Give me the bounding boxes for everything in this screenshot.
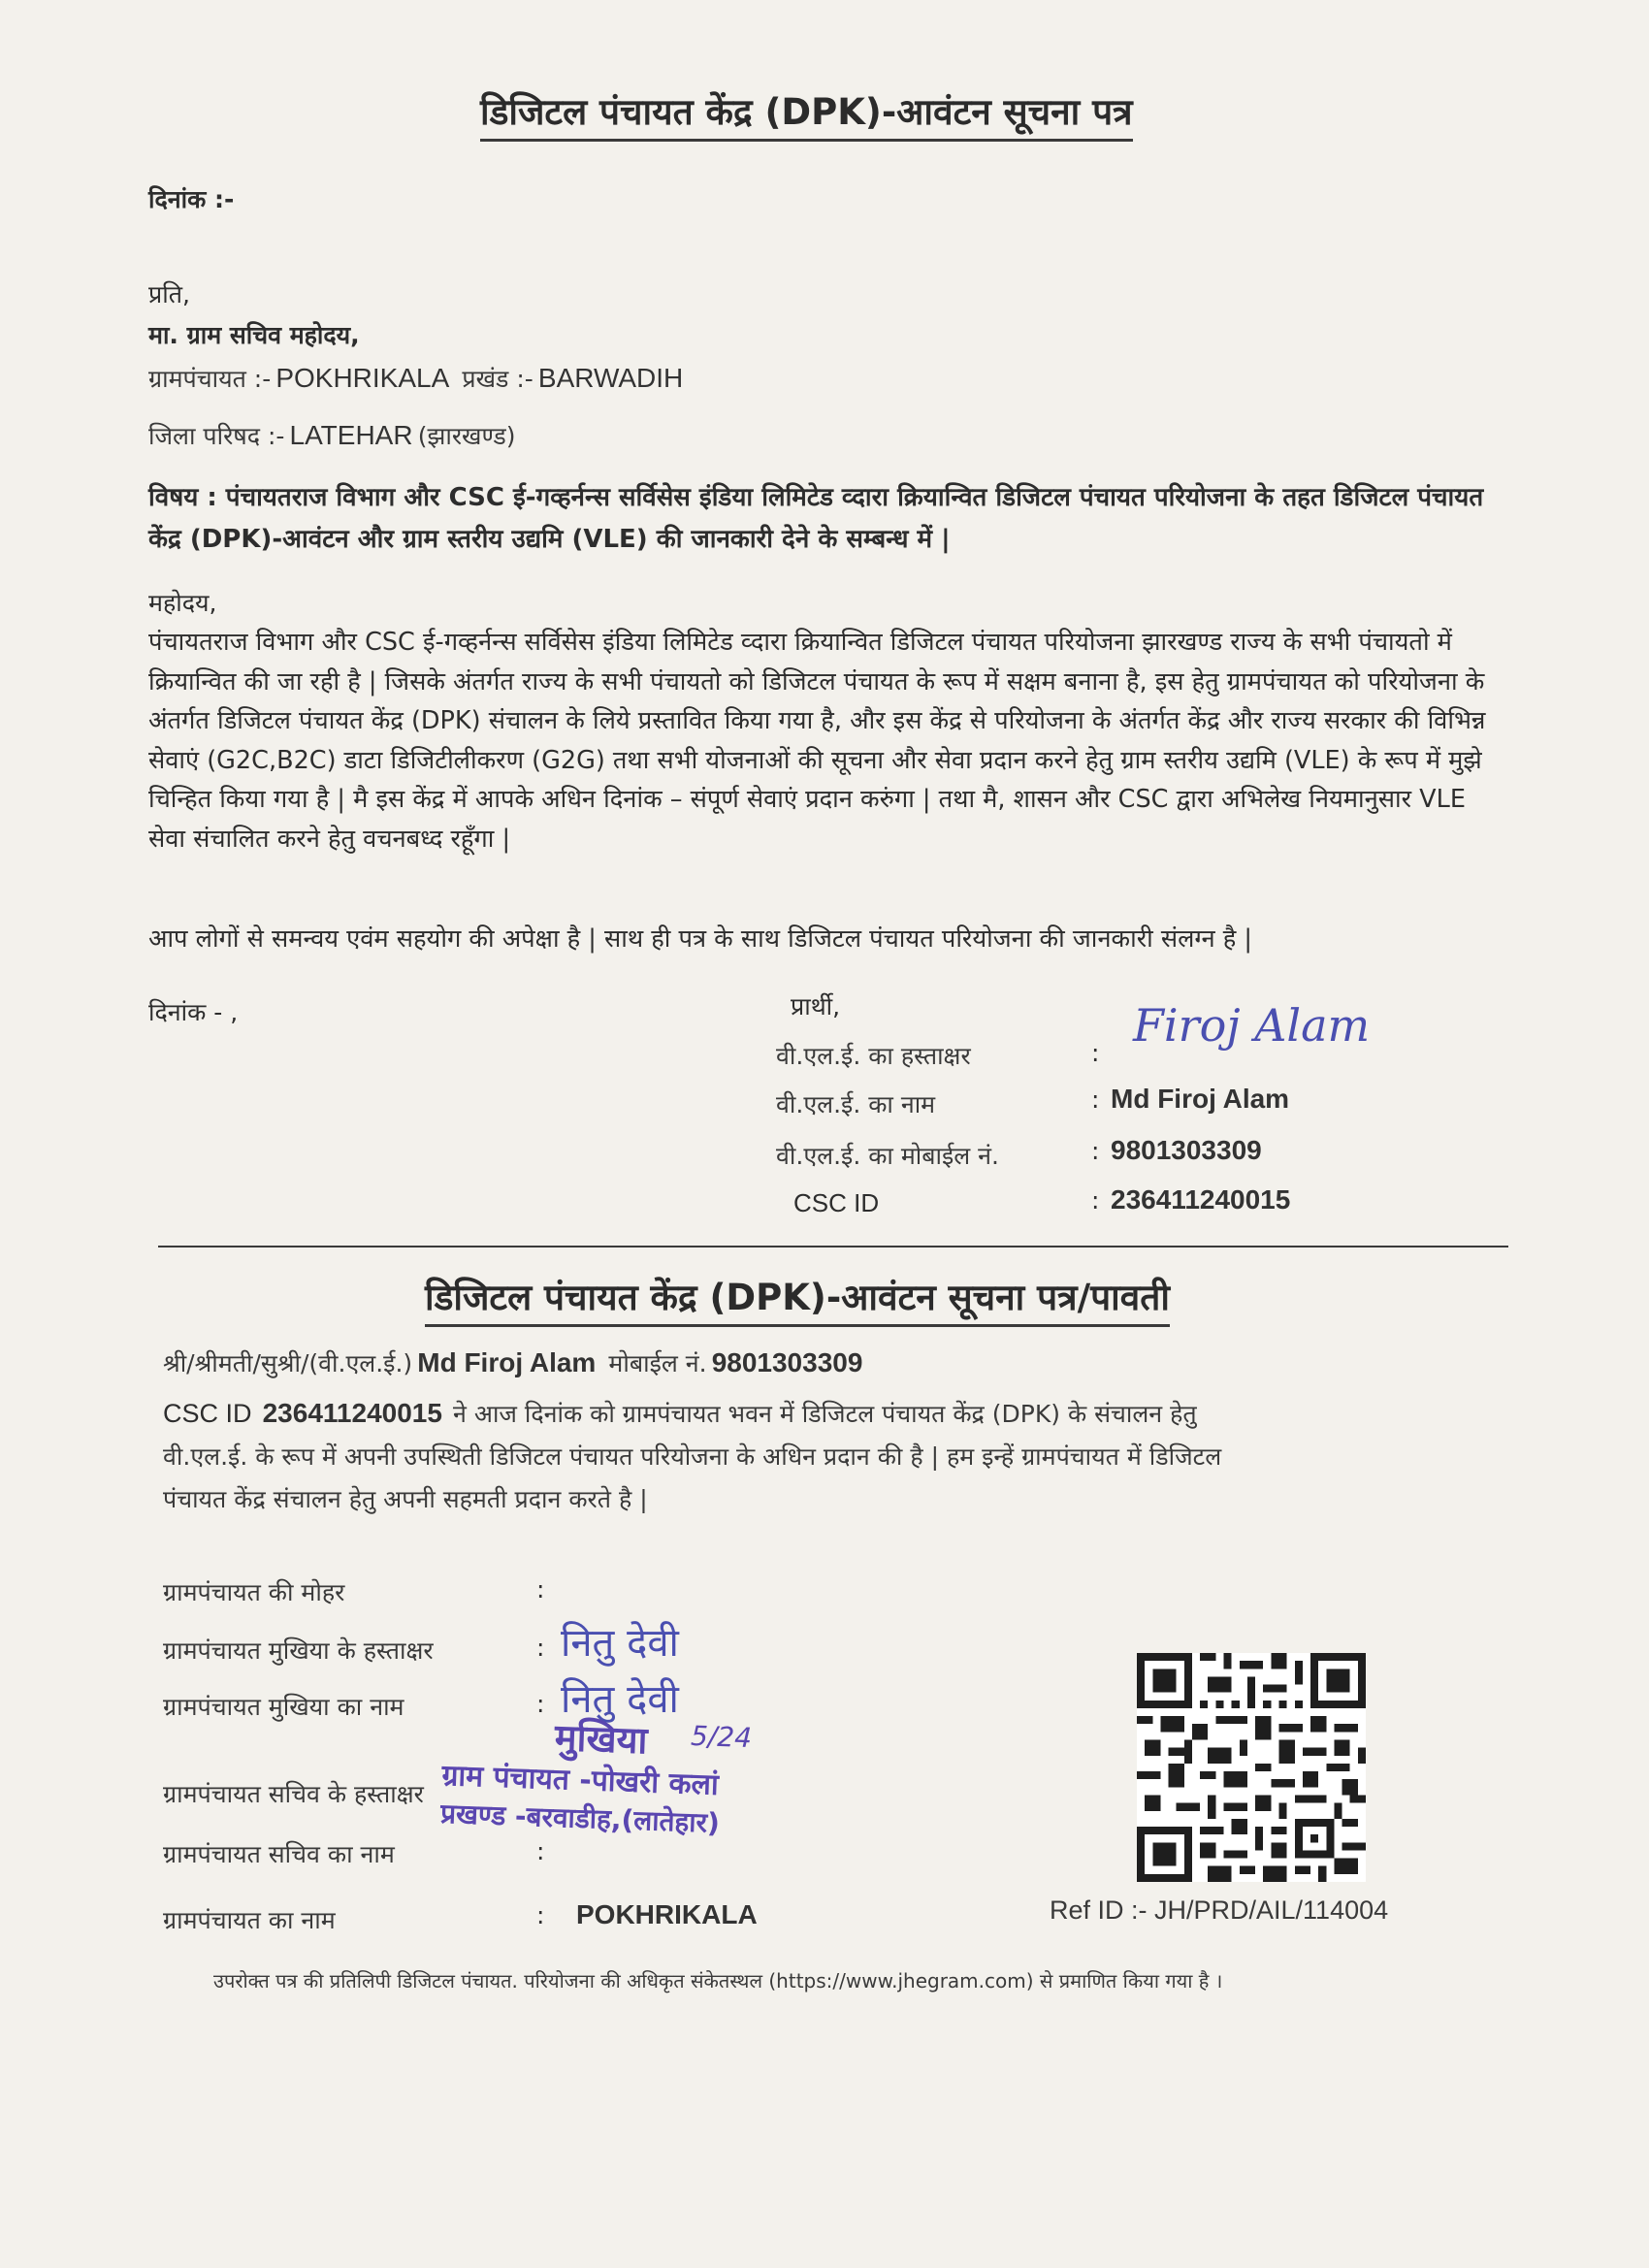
stamp-title: मुखिया <box>554 1716 649 1763</box>
closing-paragraph: आप लोगों से समन्वय एवंम सहयोग की अपेक्षा है | साथ ही पत्र के साथ डिजिटल पंचायत परियोजना की जानकारी संलग्न है | <box>148 924 1253 954</box>
block-label: प्रखंड :- <box>462 365 534 393</box>
qr-code-icon <box>1137 1653 1366 1882</box>
stamp-line-3: प्रखण्ड -बरवाडीह,(लातेहार) <box>439 1797 721 1839</box>
footer-note: उपरोक्त पत्र की प्रतिलिपी डिजिटल पंचायत. परियोजना की अधिकृत संकेतस्थल (https://www.jhegram.com) से प्रमाणित किया गया है । <box>213 1969 1223 1993</box>
page-title: डिजिटल पंचायत केंद्र (DPK)-आवंटन सूचना पत्र <box>480 85 1133 142</box>
district-value: LATEHAR <box>289 420 413 450</box>
receipt-mobile: 9801303309 <box>711 1347 863 1377</box>
district-label: जिला परिषद :- <box>148 422 285 450</box>
colon: : <box>1091 1137 1100 1165</box>
colon: : <box>536 1634 545 1662</box>
block-value: BARWADIH <box>537 363 684 393</box>
colon: : <box>1091 1039 1100 1067</box>
district-line <box>148 419 516 452</box>
state-label: (झारखण्ड) <box>417 422 516 450</box>
mukhiya-signature: नितु देवी <box>561 1621 679 1666</box>
colon: : <box>536 1575 545 1604</box>
gp-line <box>148 362 683 395</box>
stamp-line-2: ग्राम पंचायत -पोखरी कलां <box>440 1758 720 1802</box>
colon: : <box>1091 1085 1100 1114</box>
stamp-date: 5/24 <box>690 1719 753 1755</box>
vle-mobile-value: 9801303309 <box>1111 1135 1262 1165</box>
colon: : <box>536 1690 545 1718</box>
subject-text: विषय : पंचायतराज विभाग और CSC ई-गव्हर्नन्स सर्विसेस इंडिया लिमिटेड व्दारा क्रियान्वित डिजिटल पंचायत परियोजना के तहत डिजिटल पंचायत केंद्र (DPK)-आवंटन और ग्राम स्तरीय उद्यमि (VLE) की जानकारी देने के सम्बन्ध में | <box>148 483 1484 554</box>
section-divider <box>158 1246 1508 1247</box>
gp-name-value: POKHRIKALA <box>576 1899 758 1929</box>
body-paragraph: पंचायतराज विभाग और CSC ई-गव्हर्नन्स सर्विसेस इंडिया लिमिटेड व्दारा क्रियान्वित डिजिटल पंचायत परियोजना झारखण्ड राज्य के सभी पंचायतो में क्रियान्वित की जा रही है | जिसके अंतर्गत राज्य के सभी पंचायतो को डिजिटल पंचायत के रूप में सक्षम बनाना है, इस हेतु ग्रामपंचायत को परियोजना के अंतर्गत डिजिटल पंचायत केंद्र (DPK) संचालन के लिये प्रस्तावित किया गया है, और इस केंद्र से परियोजना के अंतर्गत केंद्र और राज्य सरकार की विभिन्न सेवाएं (G2C,B2C) डाटा डिजिटीलीकरण (G2G) तथा सभी योजनाओं की सूचना और सेवा प्रदान करने हेतु ग्राम स्तरीय उद्यमि (VLE) के रूप में मुझे चिन्हित किया गया है | मै इस केंद्र में आपके अधिन दिनांक – संपूर्ण सेवाएं प्रदान करुंगा | तथा मै, शासन और CSC द्वारा अभिलेख नियमानुसार VLE सेवा संचालित करने हेतु वचनबध्द रहूँगा | <box>148 628 1486 854</box>
vle-mobile-label: वी.एल.ई. का मोबाईल नं. <box>776 1142 1000 1170</box>
receipt-line-2 <box>163 1397 1197 1430</box>
vle-sign-label: वी.एल.ई. का हस्ताक्षर <box>776 1042 971 1070</box>
gp-label: ग्रामपंचायत :- <box>148 365 272 393</box>
vle-name-label: वी.एल.ई. का नाम <box>776 1090 936 1118</box>
sachiv-sign-label: ग्रामपंचायत सचिव के हस्ताक्षर <box>163 1780 424 1808</box>
date-label: दिनांक :- <box>148 185 235 213</box>
csc-id-value: 236411240015 <box>1111 1184 1291 1215</box>
seal-label: ग्रामपंचायत की मोहर <box>163 1578 345 1606</box>
greeting: महोदय, <box>148 589 217 617</box>
csc-id-label: CSC ID <box>793 1188 880 1217</box>
sign-date-label: दिनांक - , <box>148 998 239 1026</box>
colon: : <box>1091 1186 1100 1215</box>
gp-name-label: ग्रामपंचायत का नाम <box>163 1906 336 1934</box>
sachiv-name-label: ग्रामपंचायत सचिव का नाम <box>163 1840 395 1868</box>
receipt-title: डिजिटल पंचायत केंद्र (DPK)-आवंटन सूचना पत्र/पावती <box>425 1271 1170 1327</box>
receipt-text-3: वी.एल.ई. के रूप में अपनी उपस्थिती डिजिटल पंचायत परियोजना के अधिन प्रदान की है | हम इन्हें ग्रामपंचायत में डिजिटल <box>163 1442 1222 1471</box>
colon: : <box>536 1837 545 1865</box>
colon: : <box>536 1901 545 1929</box>
mukhiya-name-label: ग्रामपंचायत मुखिया का नाम <box>163 1693 404 1721</box>
receipt-vle-name: Md Firoj Alam <box>417 1347 597 1377</box>
prati: प्रति, <box>148 280 190 308</box>
receipt-text-2: ने आज दिनांक को ग्रामपंचायत भवन में डिजिटल पंचायत केंद्र (DPK) के संचालन हेतु <box>453 1400 1197 1428</box>
receipt-line-1 <box>163 1346 862 1379</box>
receipt-csc-id: 236411240015 <box>262 1398 442 1428</box>
receipt-mobile-label: मोबाईल नं. <box>608 1349 707 1377</box>
salutation: मा. ग्राम सचिव महोदय, <box>148 321 360 349</box>
vle-signature: Firoj Alam <box>1133 999 1371 1052</box>
mukhiya-sign-label: ग्रामपंचायत मुखिया के हस्ताक्षर <box>163 1636 434 1665</box>
vle-name-value: Md Firoj Alam <box>1111 1084 1290 1114</box>
receipt-text-4: पंचायत केंद्र संचालन हेतु अपनी सहमती प्रदान करते है | <box>163 1485 648 1513</box>
applicant-label: प्रार्थी, <box>791 992 841 1021</box>
gp-value: POKHRIKALA <box>275 363 450 393</box>
ref-id: Ref ID :- JH/PRD/AIL/114004 <box>1050 1895 1389 1925</box>
receipt-csc-label: CSC ID <box>163 1399 252 1428</box>
receipt-prefix: श्री/श्रीमती/सुश्री/(वी.एल.ई.) <box>163 1349 413 1377</box>
mukhiya-name-handwritten: नितु देवी <box>561 1677 679 1722</box>
